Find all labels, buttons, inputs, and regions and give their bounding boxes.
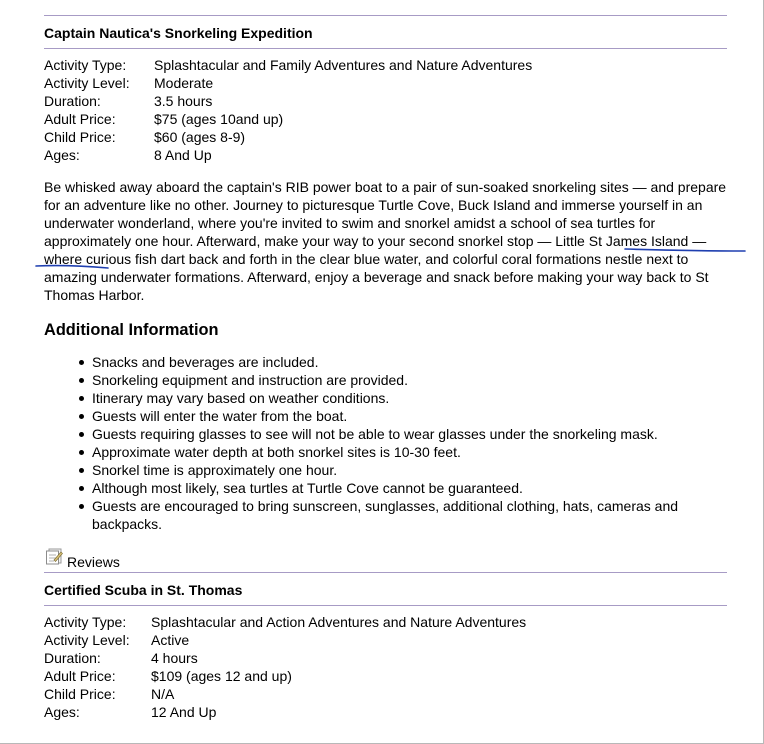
detail-row-child-price — [44, 685, 526, 703]
detail-value: Splashtacular and Family Adventures and Nature Adventures — [154, 57, 533, 73]
activity-description — [44, 178, 727, 304]
list-item — [92, 353, 727, 371]
detail-label: Activity Type: — [44, 57, 127, 73]
list-item — [92, 443, 727, 461]
reviews-label[interactable]: Reviews — [67, 554, 120, 570]
list-item-text: Itinerary may vary based on weather conditions. — [92, 390, 390, 406]
list-item-text: Guests requiring glasses to see will not be able to wear glasses under the snorkeling mask. — [92, 426, 658, 442]
reviews-icon — [45, 548, 63, 565]
detail-label: Child Price: — [44, 129, 116, 145]
detail-label: Duration: — [44, 93, 101, 109]
activity-title: Captain Nautica's Snorkeling Expedition — [44, 25, 313, 41]
underlined-phrase: Little St James Island — — [555, 233, 707, 249]
detail-row-duration — [44, 92, 532, 110]
detail-value: N/A — [151, 686, 175, 702]
detail-label: Activity Level: — [44, 632, 130, 648]
detail-row-duration — [44, 649, 526, 667]
detail-value: 3.5 hours — [154, 93, 213, 109]
bullet-icon — [79, 504, 84, 509]
detail-value: $60 (ages 8-9) — [154, 129, 246, 145]
list-item-text: Snorkeling equipment and instruction are provided. — [92, 372, 408, 388]
bullet-icon — [79, 360, 84, 365]
bullet-icon — [79, 450, 84, 455]
list-item — [92, 389, 727, 407]
detail-label: Activity Type: — [44, 614, 127, 630]
title-divider — [44, 605, 727, 606]
description-text: Be whisked away aboard the captain's RIB power boat to a pair of sun-soaked snorkeling sites — and prepare for an adventure like no other. Journey to picturesque Turtle Cove, Buck Island and immerse yourself in an underwater wonderland, where you're invited to swim and snorkel amidst a school of sea turtles for approximately one hour. Afterward, make your way to your second snorkel stop — — [44, 179, 727, 249]
activity-title: Certified Scuba in St. Thomas — [44, 582, 243, 598]
list-item-text: Guests are encouraged to bring sunscreen, sunglasses, additional clothing, hats, cameras and backpacks. — [92, 498, 679, 532]
detail-label: Adult Price: — [44, 111, 116, 127]
bullet-icon — [79, 414, 84, 419]
detail-row-child-price — [44, 128, 532, 146]
detail-row-activity-type — [44, 56, 532, 74]
detail-row-ages — [44, 146, 532, 164]
detail-row-adult-price — [44, 667, 526, 685]
bullet-icon — [79, 432, 84, 437]
detail-value: Moderate — [154, 75, 214, 91]
detail-label: Adult Price: — [44, 668, 116, 684]
list-item-text: Snacks and beverages are included. — [92, 354, 319, 370]
list-item — [92, 425, 727, 443]
detail-label: Child Price: — [44, 686, 116, 702]
activity-details-table — [44, 613, 526, 721]
list-item — [92, 371, 727, 389]
reviews-link[interactable] — [44, 548, 727, 570]
bullet-icon — [79, 378, 84, 383]
title-divider — [44, 48, 727, 49]
detail-value: 4 hours — [151, 650, 198, 666]
detail-value: 8 And Up — [154, 147, 212, 163]
detail-value: 12 And Up — [151, 704, 217, 720]
detail-row-activity-type — [44, 613, 526, 631]
list-item-text: Guests will enter the water from the boat. — [92, 408, 348, 424]
detail-value: $109 (ages 12 and up) — [151, 668, 292, 684]
detail-row-ages — [44, 703, 526, 721]
detail-value: $75 (ages 10and up) — [154, 111, 284, 127]
list-item-text: Although most likely, sea turtles at Turtle Cove cannot be guaranteed. — [92, 480, 523, 496]
detail-row-activity-level — [44, 631, 526, 649]
detail-label: Ages: — [44, 704, 80, 720]
list-item — [92, 497, 727, 533]
activity-details-table — [44, 56, 532, 164]
list-item — [92, 407, 727, 425]
detail-label: Activity Level: — [44, 75, 130, 91]
list-item-text: Snorkel time is approximately one hour. — [92, 462, 338, 478]
detail-row-adult-price — [44, 110, 532, 128]
bullet-icon — [79, 396, 84, 401]
bullet-icon — [79, 486, 84, 491]
list-item-text: Approximate water depth at both snorkel sites is 10-30 feet. — [92, 444, 461, 460]
activity-listing — [44, 0, 727, 721]
bullet-icon — [79, 468, 84, 473]
detail-label: Duration: — [44, 650, 101, 666]
detail-label: Ages: — [44, 147, 80, 163]
detail-value: Splashtacular and Action Adventures and Nature Adventures — [151, 614, 527, 630]
list-item — [92, 461, 727, 479]
additional-info-list — [44, 353, 727, 533]
list-item — [92, 479, 727, 497]
detail-value: Active — [151, 632, 190, 648]
description-text: where curious fish dart back and forth in the clear blue water, and colorful coral formations nestle next to amazing underwater formations. Afterward, enjoy a beverage and snack before making your way back to St Thomas Harbor. — [44, 251, 709, 303]
detail-row-activity-level — [44, 74, 532, 92]
additional-info-heading: Additional Information — [44, 321, 219, 339]
